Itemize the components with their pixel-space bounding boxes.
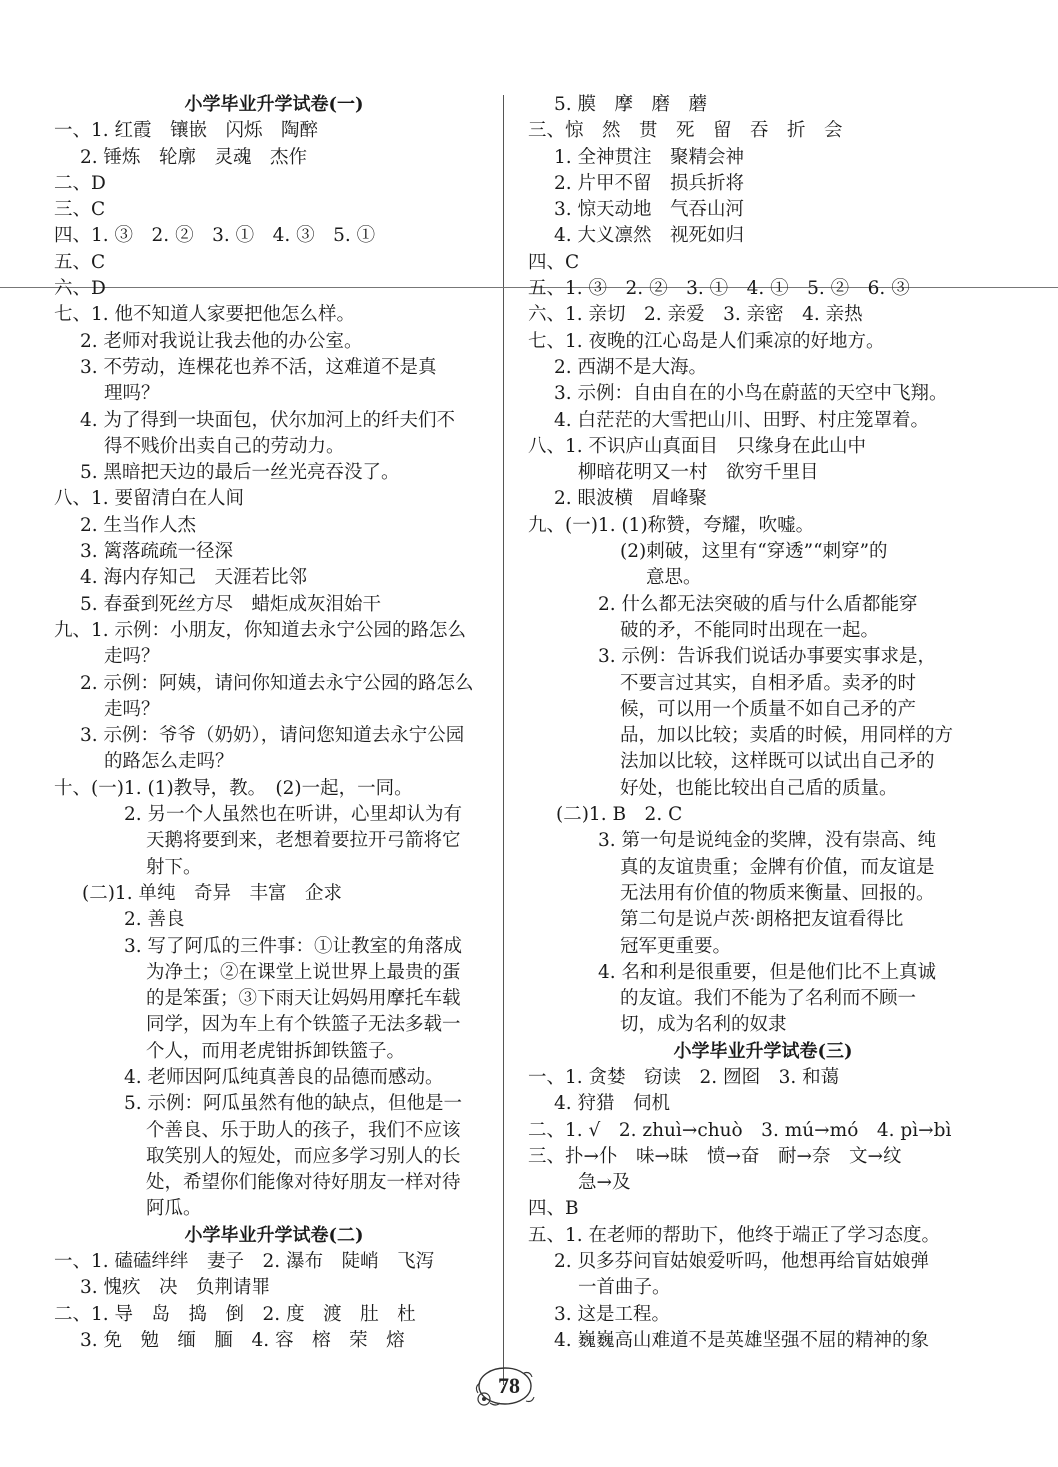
answer-line: 无法用有价值的物质来衡量、回报的。 [620, 882, 935, 904]
answer-line: 2. 善良 [124, 909, 185, 931]
answer-line: 七、1. 他不知道人家要把他怎么样。 [54, 304, 356, 326]
answer-line: 3. 示例：爷爷（奶奶），请问您知道去永宁公园 [80, 725, 465, 747]
answer-line: 七、1. 夜晚的江心岛是人们乘凉的好地方。 [528, 330, 885, 352]
answer-line: 2. 眼波横 眉峰聚 [554, 488, 708, 510]
answer-line: (二)1. B 2. C [556, 804, 683, 826]
answer-line: 2. 西湖不是大海。 [554, 356, 708, 378]
answer-line: 九、(一)1. (1)称赞，夸耀，吹嘘。 [528, 514, 815, 536]
answer-line: 五、C [54, 251, 106, 273]
answer-line: 冠军更重要。 [620, 935, 732, 957]
answer-line: 2. 贝多芬问盲姑娘爱听吗，他想再给盲姑娘弹 [554, 1251, 930, 1273]
section-title: 小学毕业升学试卷(三) [673, 1040, 853, 1062]
answer-line: 十、(一)1. (1)教导，教。 (2)一起，一同。 [54, 777, 413, 799]
answer-column-left [54, 92, 494, 1354]
answer-line: 二、D [54, 172, 106, 194]
page-number: 78 [498, 1373, 520, 1398]
answer-line: 2. 锤炼 轮廓 灵魂 杰作 [80, 146, 308, 168]
answer-line: 3. 惊天动地 气吞山河 [554, 199, 745, 221]
section-title: 小学毕业升学试卷(二) [184, 1224, 364, 1246]
answer-line: 5. 春蚕到死丝方尽 蜡炬成灰泪始干 [80, 593, 382, 615]
answer-line: 四、C [528, 251, 580, 273]
answer-line: 急→及 [578, 1172, 631, 1194]
page-number-badge [472, 1363, 538, 1409]
answer-line: 四、B [528, 1198, 579, 1220]
answer-line: 八、1. 不识庐山真面目 只缘身在此山中 [528, 435, 867, 457]
answer-line: 2. 另一个人虽然也在听讲，心里却认为有 [124, 804, 463, 826]
answer-line: 三、扑→仆 味→昧 愤→奋 耐→奈 文→纹 [528, 1145, 902, 1167]
answer-line: 好处，也能比较出自己盾的质量。 [620, 777, 898, 799]
answer-line: 3. 示例：自由自在的小鸟在蔚蓝的天空中飞翔。 [554, 383, 948, 405]
answer-line: (二)1. 单纯 奇异 丰富 企求 [82, 882, 342, 904]
answer-line: 三、C [54, 199, 106, 221]
answer-line: 4. 狩猎 伺机 [554, 1093, 671, 1115]
column-divider [503, 95, 504, 1385]
answer-line: 六、D [54, 278, 106, 300]
answer-line: 3. 第一句是说纯金的奖牌，没有崇高、纯 [598, 830, 937, 852]
answer-line: 4. 名和利是很重要，但是他们比不上真诚 [598, 961, 937, 983]
answer-line: 4. 海内存知己 天涯若比邻 [80, 567, 308, 589]
answer-line: 个善良、乐于助人的孩子，我们不应该 [146, 1119, 461, 1141]
answer-line: 1. 全神贯注 聚精会神 [554, 146, 745, 168]
answer-line: 一首曲子。 [578, 1277, 671, 1299]
answer-line: 不要言过其实，自相矛盾。卖矛的时 [620, 672, 917, 694]
answer-line: 二、1. 导 岛 捣 倒 2. 度 渡 肚 杜 [54, 1303, 416, 1325]
answer-line: 意思。 [646, 567, 702, 589]
answer-line: 取笑别人的短处，而应多学习别人的长 [146, 1145, 461, 1167]
answer-line: 理吗？ [104, 383, 160, 405]
answer-line: 八、1. 要留清白在人间 [54, 488, 245, 510]
answer-line: 候，可以用一个质量不如自己矛的产 [620, 698, 917, 720]
answer-line: 3. 免 勉 缅 腼 4. 容 榕 荣 熔 [80, 1329, 405, 1351]
answer-line: 走吗？ [104, 646, 160, 668]
answer-line: 处，希望你们能像对待好朋友一样对待 [146, 1172, 461, 1194]
answer-line: 的友谊。我们不能为了名利而不顾一 [620, 988, 917, 1010]
answer-line: 4. 大义凛然 视死如归 [554, 225, 745, 247]
answer-line: 的是笨蛋；③下雨天让妈妈用摩托车载 [146, 988, 461, 1010]
answer-line: 三、惊 然 贯 死 留 吞 折 会 [528, 120, 843, 142]
answer-line: 3. 写了阿瓜的三件事：①让教室的角落成 [124, 935, 463, 957]
answer-line: 破的矛，不能同时出现在一起。 [620, 619, 880, 641]
answer-line: 真的友谊贵重；金牌有价值，而友谊是 [620, 856, 935, 878]
answer-line: 九、1. 示例：小朋友，你知道去永宁公园的路怎么 [54, 619, 467, 641]
answer-line: 五、1. 在老师的帮助下，他终于端正了学习态度。 [528, 1224, 941, 1246]
answer-line: 3. 这是工程。 [554, 1303, 671, 1325]
answer-line: 2. 什么都无法突破的盾与什么盾都能穿 [598, 593, 918, 615]
answer-column-right [528, 92, 998, 1354]
answer-line: 一、1. 红霞 镶嵌 闪烁 陶醉 [54, 120, 319, 142]
answer-line: 2. 示例：阿姨，请问你知道去永宁公园的路怎么 [80, 672, 474, 694]
answer-line: 五、1. ③ 2. ② 3. ① 4. ① 5. ② 6. ③ [528, 278, 910, 300]
answer-line: 2. 老师对我说让我去他的办公室。 [80, 330, 363, 352]
answer-line: 个人，而用老虎钳拆卸铁篮子。 [146, 1040, 406, 1062]
answer-line: 4. 老师因阿瓜纯真善良的品德而感动。 [124, 1066, 444, 1088]
answer-line: 一、1. 磕磕绊绊 妻子 2. 瀑布 陡峭 飞泻 [54, 1251, 435, 1273]
answer-line: 天鹅将要到来，老想着要拉开弓箭将它 [146, 830, 461, 852]
answer-line: 柳暗花明又一村 欲穷千里目 [578, 462, 819, 484]
answer-line: 二、1. √ 2. zhuì→chuò 3. mú→mó 4. pì→bì [528, 1119, 952, 1141]
answer-line: 3. 示例：告诉我们说话办事要实事求是， [598, 646, 937, 668]
answer-line: 六、1. 亲切 2. 亲爱 3. 亲密 4. 亲热 [528, 304, 863, 326]
answer-line: 2. 生当作人杰 [80, 514, 197, 536]
answer-line: 2. 片甲不留 损兵折将 [554, 172, 745, 194]
answer-line: 走吗？ [104, 698, 160, 720]
answer-line: 四、1. ③ 2. ② 3. ① 4. ③ 5. ① [54, 225, 376, 247]
answer-line: 4. 白茫茫的大雪把山川、田野、村庄笼罩着。 [554, 409, 930, 431]
section-title: 小学毕业升学试卷(一) [184, 94, 364, 115]
answer-line: 5. 示例：阿瓜虽然有他的缺点，但他是一 [124, 1093, 463, 1115]
answer-line: 4. 巍巍高山难道不是英雄坚强不屈的精神的象 [554, 1329, 930, 1351]
answer-line: (2)刺破，这里有“穿透”“刺穿”的 [620, 541, 888, 563]
answer-line: 法加以比较，这样既可以试出自己矛的 [620, 751, 935, 773]
answer-line: 的路怎么走吗？ [104, 751, 234, 773]
answer-line: 阿瓜。 [146, 1198, 202, 1220]
answer-line: 射下。 [146, 856, 202, 878]
answer-line: 一、1. 贪婪 窃读 2. 囫囵 3. 和蔼 [528, 1066, 840, 1088]
answer-line: 4. 为了得到一块面包，伏尔加河上的纤夫们不 [80, 409, 456, 431]
answer-line: 3. 篱落疏疏一径深 [80, 541, 234, 563]
answer-line: 同学，因为车上有个铁篮子无法多载一 [146, 1014, 461, 1036]
answer-line: 第二句是说卢茨·朗格把友谊看得比 [620, 909, 904, 931]
answer-line: 品，加以比较；卖盾的时候，用同样的方 [620, 725, 954, 747]
answer-line: 5. 黑暗把天边的最后一丝光亮吞没了。 [80, 462, 400, 484]
answer-line: 切，成为名利的奴隶 [620, 1014, 787, 1036]
answer-line: 3. 愧疚 决 负荆请罪 [80, 1277, 271, 1299]
answer-line: 3. 不劳动，连棵花也养不活，这难道不是真 [80, 356, 437, 378]
answer-line: 为净土；②在课堂上说世界上最贵的蛋 [146, 961, 461, 983]
answer-line: 5. 膜 摩 磨 蘑 [554, 94, 708, 115]
answer-line: 得不贱价出卖自己的劳动力。 [104, 435, 345, 457]
